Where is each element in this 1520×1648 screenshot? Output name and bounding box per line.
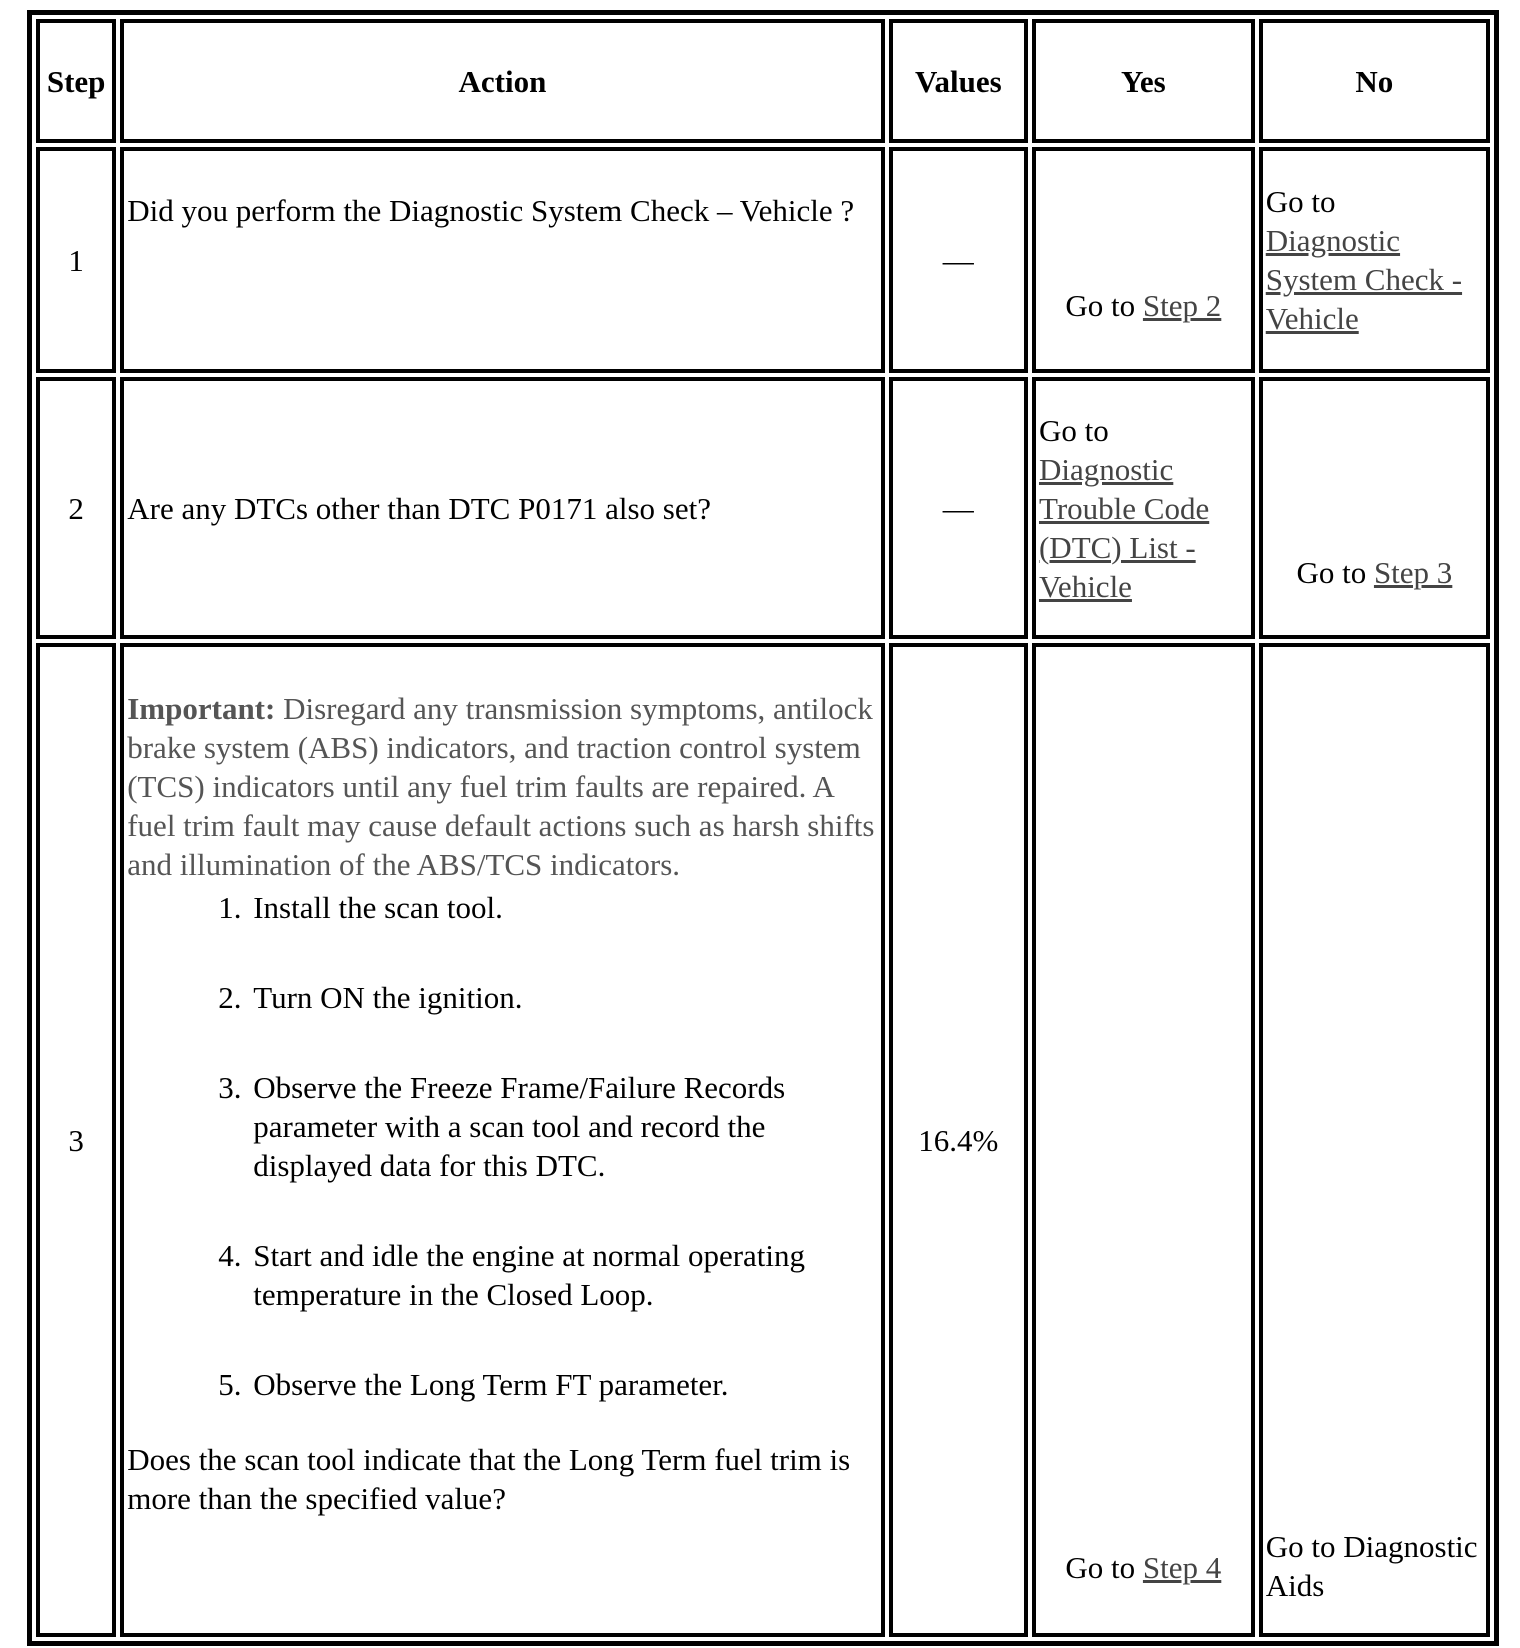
action-cell: [120, 643, 884, 1637]
no-cell: [1259, 643, 1490, 1637]
step-4-link[interactable]: Step 4: [1142, 1550, 1222, 1585]
no-text: Go to Diagnostic Aids: [1265, 1529, 1478, 1603]
header-row: [36, 19, 1490, 143]
header-no: No: [1259, 19, 1490, 143]
list-item: 1. Install the scan tool.: [249, 888, 877, 927]
no-prefix: Go to: [1265, 184, 1336, 219]
step-number: 1: [36, 147, 116, 373]
yes-cell: [1032, 147, 1255, 373]
important-text: Disregard any transmission symptoms, antilock brake system (ABS) indicators, and traction control system (TCS) indicators until any fuel trim faults are repaired. A fuel trim fault may cause default actions such as harsh shifts and illumination of the ABS/TCS indicators.: [127, 691, 875, 882]
procedure-list: [127, 888, 877, 1404]
yes-prefix: Go to: [1038, 412, 1109, 448]
table-row: [36, 377, 1490, 639]
step-2-link[interactable]: Step 2: [1142, 287, 1222, 323]
table-row: [36, 643, 1490, 1637]
table-row: [36, 147, 1490, 373]
no-cell: [1259, 377, 1490, 639]
action-cell: [120, 147, 884, 373]
diagnostic-table-frame: [27, 10, 1499, 1646]
list-item: 5. Observe the Long Term FT parameter.: [249, 1365, 877, 1404]
header-values: Values: [889, 19, 1028, 143]
step-3-link[interactable]: Step 3: [1373, 554, 1453, 590]
important-note: [127, 689, 877, 884]
header-action: Action: [120, 19, 884, 143]
list-item: 3. Observe the Freeze Frame/Failure Records parameter with a scan tool and record the displayed data for this DTC.: [249, 1068, 877, 1185]
no-prefix: Go to: [1296, 554, 1374, 590]
yes-cell: [1032, 377, 1255, 639]
list-item: 4. Start and idle the engine at normal operating temperature in the Closed Loop.: [249, 1236, 877, 1314]
value-cell: 16.4%: [889, 643, 1028, 1637]
step-number: 3: [36, 643, 116, 1637]
list-item: 2. Turn ON the ignition.: [249, 978, 877, 1017]
diagnostic-system-check-link[interactable]: Diagnostic System Check - Vehicle: [1265, 223, 1463, 336]
yes-prefix: Go to: [1065, 287, 1143, 323]
step-number: 2: [36, 377, 116, 639]
dtc-list-link[interactable]: Diagnostic Trouble Code (DTC) List - Vehicle: [1038, 451, 1210, 604]
diagnostic-table: [32, 15, 1494, 1641]
yes-prefix: Go to: [1065, 1550, 1143, 1585]
action-text: Did you perform the Diagnostic System Check – Vehicle ?: [127, 193, 855, 228]
value-cell: —: [889, 377, 1028, 639]
question-text: Does the scan tool indicate that the Long Term fuel trim is more than the specified value?: [127, 1442, 851, 1516]
action-text: Are any DTCs other than DTC P0171 also set?: [120, 377, 884, 639]
yes-cell: [1032, 643, 1255, 1637]
header-yes: Yes: [1032, 19, 1255, 143]
value-cell: —: [889, 147, 1028, 373]
no-cell: [1259, 147, 1490, 373]
important-label: Important:: [127, 691, 276, 726]
header-step: Step: [36, 19, 116, 143]
